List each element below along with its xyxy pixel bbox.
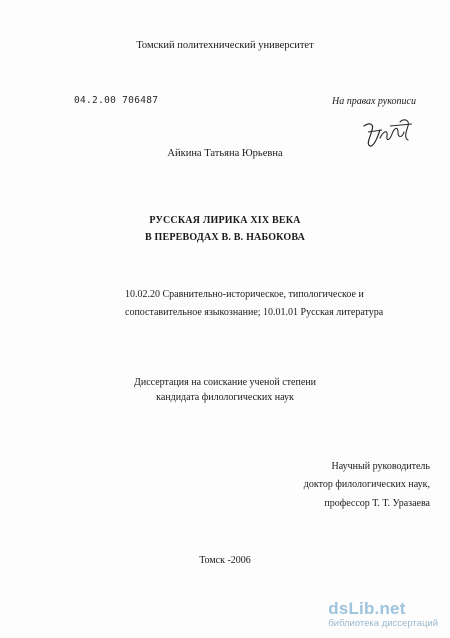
degree-statement-line: Диссертация на соискание ученой степени [134,377,316,388]
city-year: Томск -2006 [199,555,251,566]
manuscript-rights-note: На правах рукописи [332,96,416,107]
university-name: Томский политехнический университет [136,40,314,51]
thesis-title-line: В ПЕРЕВОДАХ В. В. НАБОКОВА [144,232,306,243]
degree-statement-line: кандидата филологических наук [156,392,294,403]
thesis-title-line: РУССКАЯ ЛИРИКА XIX ВЕКА [149,215,301,226]
watermark-logo: dsLib.net [328,599,406,618]
author-name: Айкина Татьяна Юрьевна [167,148,283,159]
specialty-line: сопоставительное языкознание; 10.01.01 Русская литература [125,307,384,318]
catalog-number: 04.2.00 706487 [74,95,159,106]
watermark[interactable] [328,600,438,630]
supervisor-line: Научный руководитель [331,461,430,472]
specialty-codes [125,286,425,322]
supervisor-line: профессор Т. Т. Уразаева [324,498,430,509]
supervisor-line: доктор филологических наук, [303,479,430,490]
specialty-line: 10.02.20 Сравнительно-историческое, типологическое и [125,289,364,300]
watermark-subtitle: библиотека диссертаций [328,618,438,629]
